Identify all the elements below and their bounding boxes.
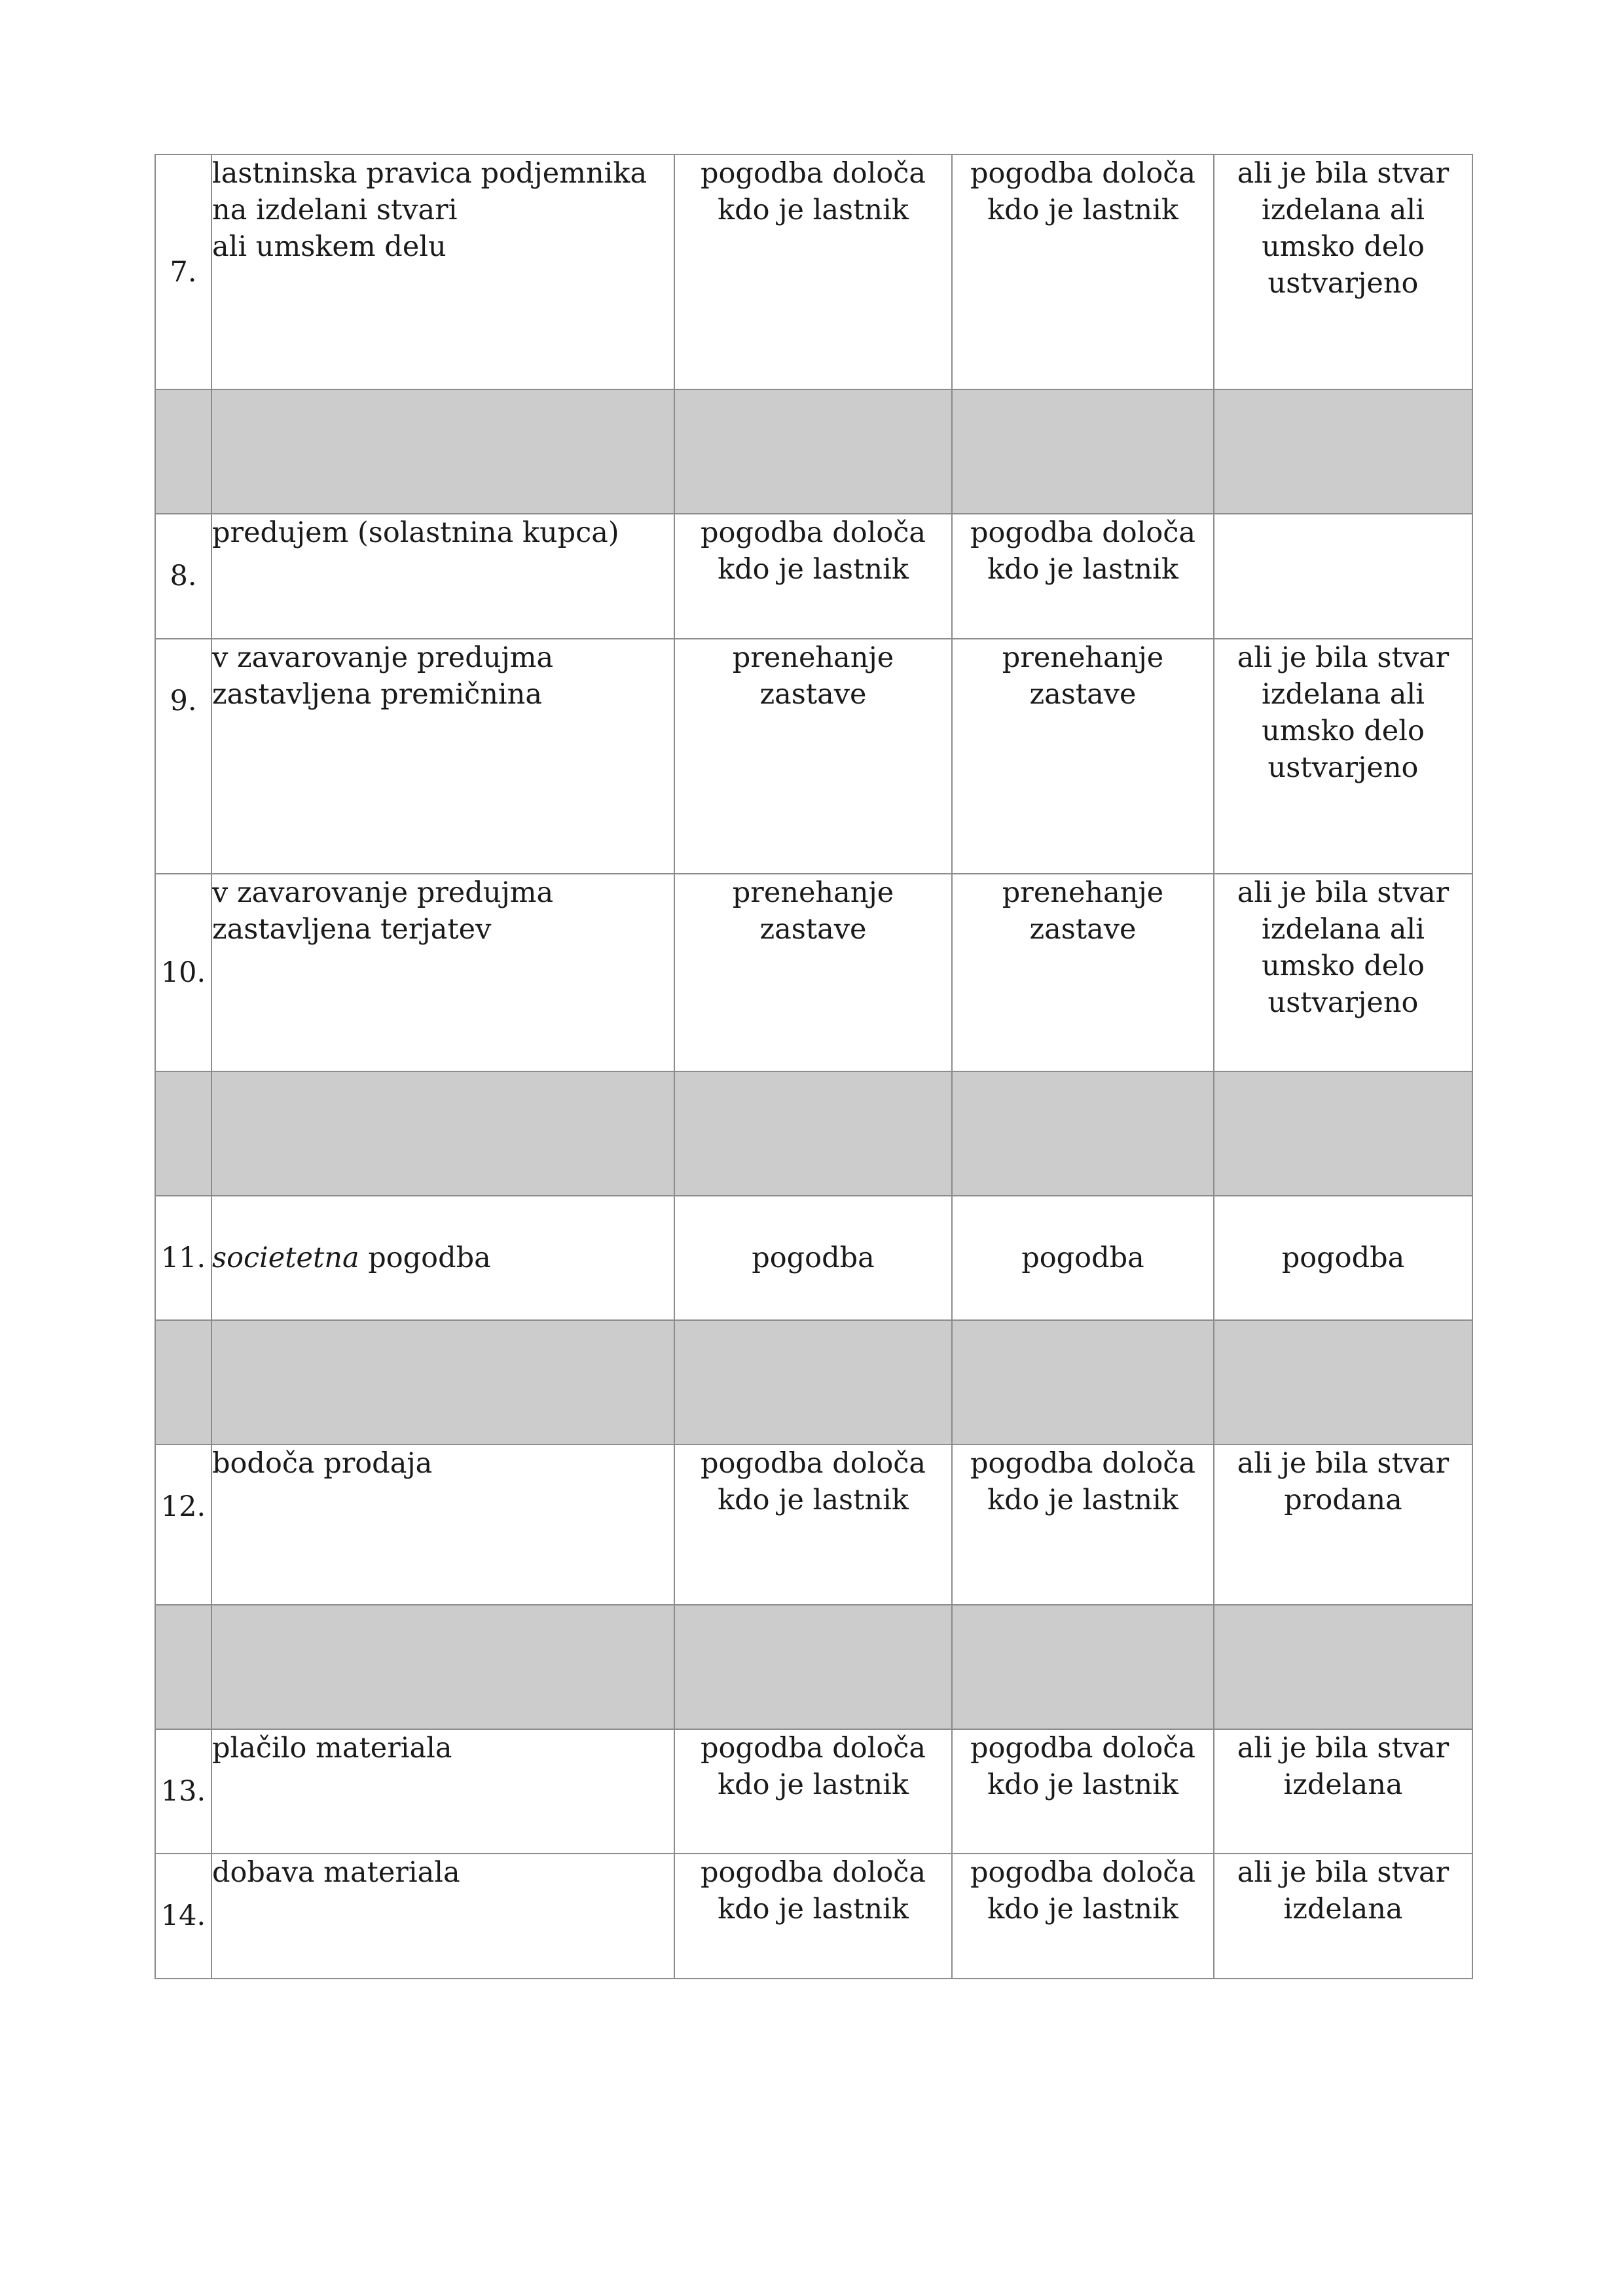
table-row (155, 1729, 1472, 1854)
row-description: v zavarovanje predujma zastavljena terjatev (211, 874, 674, 1071)
table-row (155, 1854, 1472, 1979)
cell-col4: ali je bila stvar izdelana ali umsko delo ustvarjeno (1214, 874, 1472, 1071)
row-description: dobava materiala (211, 1854, 674, 1979)
cell-col2: pogodba določa kdo je lastnik (674, 1854, 952, 1979)
cell-col2: pogodba (674, 1196, 952, 1320)
empty-cell (952, 389, 1214, 514)
cell-col4: pogodba (1214, 1196, 1472, 1320)
empty-cell (952, 1605, 1214, 1729)
row-number: 13. (155, 1729, 211, 1854)
description-rest: pogodba (359, 1242, 491, 1274)
empty-cell (1214, 1320, 1472, 1444)
cell-col3: pogodba določa kdo je lastnik (952, 514, 1214, 639)
empty-cell (1214, 389, 1472, 514)
cell-col3: prenehanje zastave (952, 874, 1214, 1071)
row-number: 14. (155, 1854, 211, 1979)
table-row (155, 1196, 1472, 1320)
cell-col2: pogodba določa kdo je lastnik (674, 1444, 952, 1605)
cell-col3: pogodba (952, 1196, 1214, 1320)
row-description: lastninska pravica podjemnika na izdelani stvari ali umskem delu (211, 154, 674, 389)
empty-cell (155, 1605, 211, 1729)
row-number: 10. (155, 874, 211, 1071)
cell-col2: pogodba določa kdo je lastnik (674, 514, 952, 639)
empty-cell (211, 1071, 674, 1196)
cell-col2: prenehanje zastave (674, 639, 952, 874)
table-row (155, 1444, 1472, 1605)
ownership-table (155, 154, 1473, 1979)
row-description (211, 1196, 674, 1320)
cell-col2: pogodba določa kdo je lastnik (674, 154, 952, 389)
row-description: bodoča prodaja (211, 1444, 674, 1605)
italic-term: societetna (212, 1242, 359, 1274)
row-description: plačilo materiala (211, 1729, 674, 1854)
cell-col3: pogodba določa kdo je lastnik (952, 1729, 1214, 1854)
table-row (155, 514, 1472, 639)
row-number: 11. (155, 1196, 211, 1320)
empty-cell (155, 1320, 211, 1444)
cell-col3: pogodba določa kdo je lastnik (952, 154, 1214, 389)
cell-col3: prenehanje zastave (952, 639, 1214, 874)
row-description: v zavarovanje predujma zastavljena premičnina (211, 639, 674, 874)
table-row (155, 874, 1472, 1071)
cell-col4 (1214, 514, 1472, 639)
cell-col4: ali je bila stvar prodana (1214, 1444, 1472, 1605)
cell-col3: pogodba določa kdo je lastnik (952, 1854, 1214, 1979)
empty-cell (211, 1605, 674, 1729)
table-row (155, 154, 1472, 389)
row-number: 9. (155, 639, 211, 874)
cell-col3: pogodba določa kdo je lastnik (952, 1444, 1214, 1605)
cell-col4: ali je bila stvar izdelana (1214, 1729, 1472, 1854)
cell-col2: prenehanje zastave (674, 874, 952, 1071)
empty-cell (1214, 1071, 1472, 1196)
shaded-separator-row (155, 1320, 1472, 1444)
empty-cell (211, 389, 674, 514)
empty-cell (674, 1071, 952, 1196)
empty-cell (674, 389, 952, 514)
cell-col4: ali je bila stvar izdelana ali umsko delo ustvarjeno (1214, 154, 1472, 389)
row-description: predujem (solastnina kupca) (211, 514, 674, 639)
shaded-separator-row (155, 1071, 1472, 1196)
empty-cell (674, 1320, 952, 1444)
empty-cell (674, 1605, 952, 1729)
shaded-separator-row (155, 1605, 1472, 1729)
empty-cell (952, 1320, 1214, 1444)
shaded-separator-row (155, 389, 1472, 514)
empty-cell (952, 1071, 1214, 1196)
row-number: 12. (155, 1444, 211, 1605)
row-number: 8. (155, 514, 211, 639)
empty-cell (155, 1071, 211, 1196)
row-number: 7. (155, 154, 211, 389)
empty-cell (155, 389, 211, 514)
cell-col2: pogodba določa kdo je lastnik (674, 1729, 952, 1854)
cell-col4: ali je bila stvar izdelana ali umsko delo ustvarjeno (1214, 639, 1472, 874)
cell-col4: ali je bila stvar izdelana (1214, 1854, 1472, 1979)
table-row (155, 639, 1472, 874)
empty-cell (211, 1320, 674, 1444)
empty-cell (1214, 1605, 1472, 1729)
